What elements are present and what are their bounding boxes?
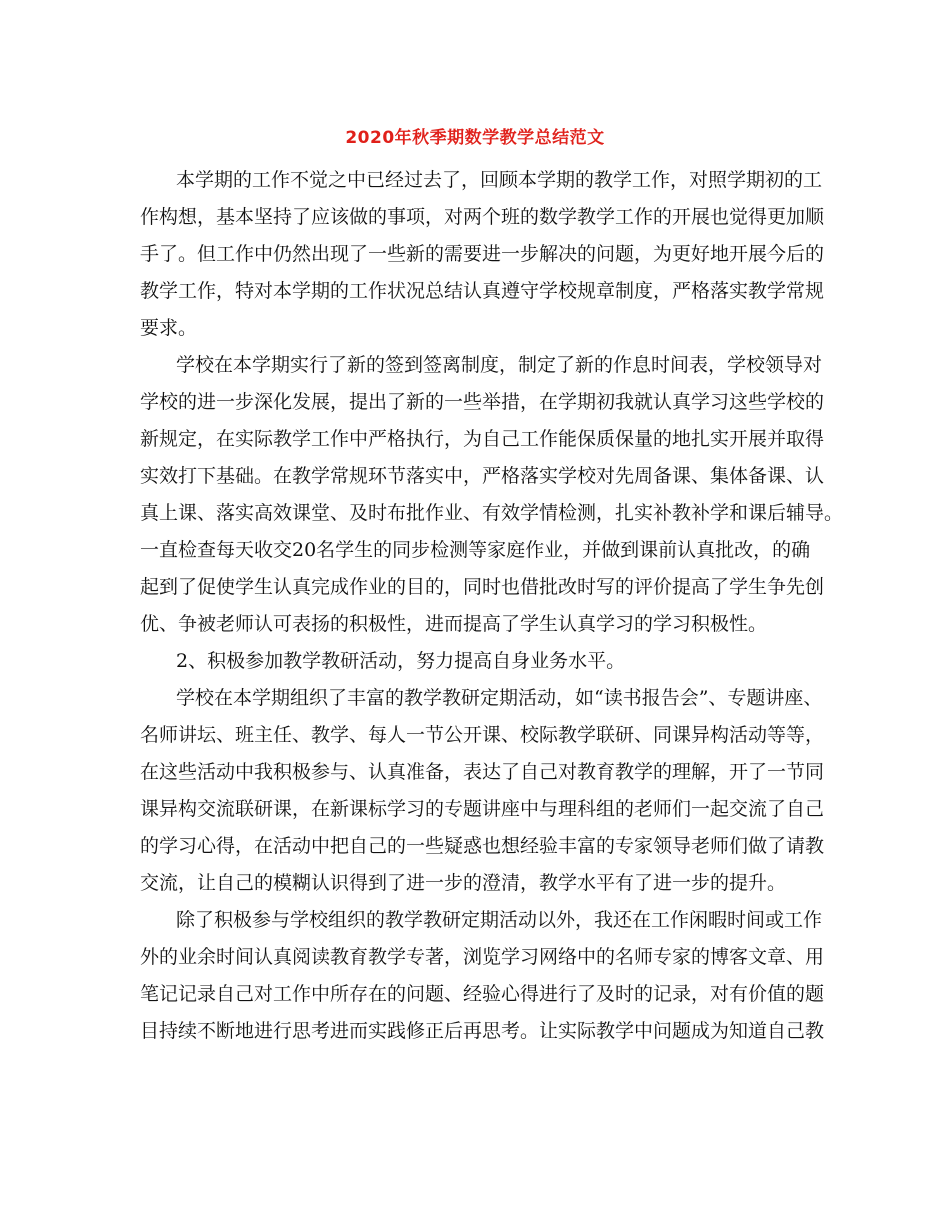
body-line: 真上课、落实高效课堂、及时布批作业、有效学情检测，扎实补教补学和课后辅导。	[140, 502, 844, 524]
body-line: 笔记记录自己对工作中所存在的问题、经验心得进行了及时的记录，对有价值的题	[140, 983, 825, 1005]
body-line: 新规定，在实际教学工作中严格执行，为自己工作能保质保量的地扎实开展并取得	[140, 428, 825, 450]
body-line: 起到了促使学生认真完成作业的目的，同时也借批改时写的评价提高了学生争先创	[140, 576, 825, 598]
document-title: 2020年秋季期数学教学总结范文	[345, 128, 605, 148]
body-line: 实效打下基础。在教学常规环节落实中，严格落实学校对先周备课、集体备课、认	[140, 465, 825, 487]
body-line: 学校在本学期组织了丰富的教学教研定期活动，如“读书报告会”、专题讲座、	[176, 687, 823, 709]
body-line: 一直检查每天收交20名学生的同步检测等家庭作业，并做到课前认真批改，的确	[140, 539, 811, 561]
body-line: 优、争被老师认可表扬的积极性，进而提高了学生认真学习的学习积极性。	[140, 613, 768, 635]
body-line: 要求。	[140, 317, 198, 339]
body-line: 目持续不断地进行思考进而实践修正后再思考。让实际教学中问题成为知道自己教	[140, 1020, 825, 1042]
body-line: 本学期的工作不觉之中已经过去了，回顾本学期的教学工作，对照学期初的工	[176, 169, 823, 191]
body-line: 除了积极参与学校组织的教学教研定期活动以外，我还在工作闲暇时间或工作	[176, 909, 823, 931]
body-line: 作构想，基本坚持了应该做的事项，对两个班的数学教学工作的开展也觉得更加顺	[140, 206, 825, 228]
body-line: 教学工作，特对本学期的工作状况总结认真遵守学校规章制度，严格落实教学常规	[140, 280, 825, 302]
body-line: 学校的进一步深化发展，提出了新的一些举措，在学期初我就认真学习这些学校的	[140, 391, 825, 413]
body-line: 外的业余时间认真阅读教育教学专著，浏览学习网络中的名师专家的博客文章、用	[140, 946, 825, 968]
body-line: 课异构交流联研课，在新课标学习的专题讲座中与理科组的老师们一起交流了自己	[140, 798, 825, 820]
body-line: 2、积极参加教学教研活动，努力提高自身业务水平。	[176, 650, 626, 672]
body-line: 手了。但工作中仍然出现了一些新的需要进一步解决的问题，为更好地开展今后的	[140, 243, 825, 265]
body-line: 名师讲坛、班主任、教学、每人一节公开课、校际教学联研、同课异构活动等等，	[140, 724, 825, 746]
body-line: 学校在本学期实行了新的签到签离制度，制定了新的作息时间表，学校领导对	[176, 354, 823, 376]
body-line: 交流，让自己的模糊认识得到了进一步的澄清，教学水平有了进一步的提升。	[140, 872, 787, 894]
body-line: 在这些活动中我积极参与、认真准备，表达了自己对教育教学的理解，开了一节同	[140, 761, 825, 783]
body-line: 的学习心得，在活动中把自己的一些疑惑也想经验丰富的专家领导老师们做了请教	[140, 835, 825, 857]
